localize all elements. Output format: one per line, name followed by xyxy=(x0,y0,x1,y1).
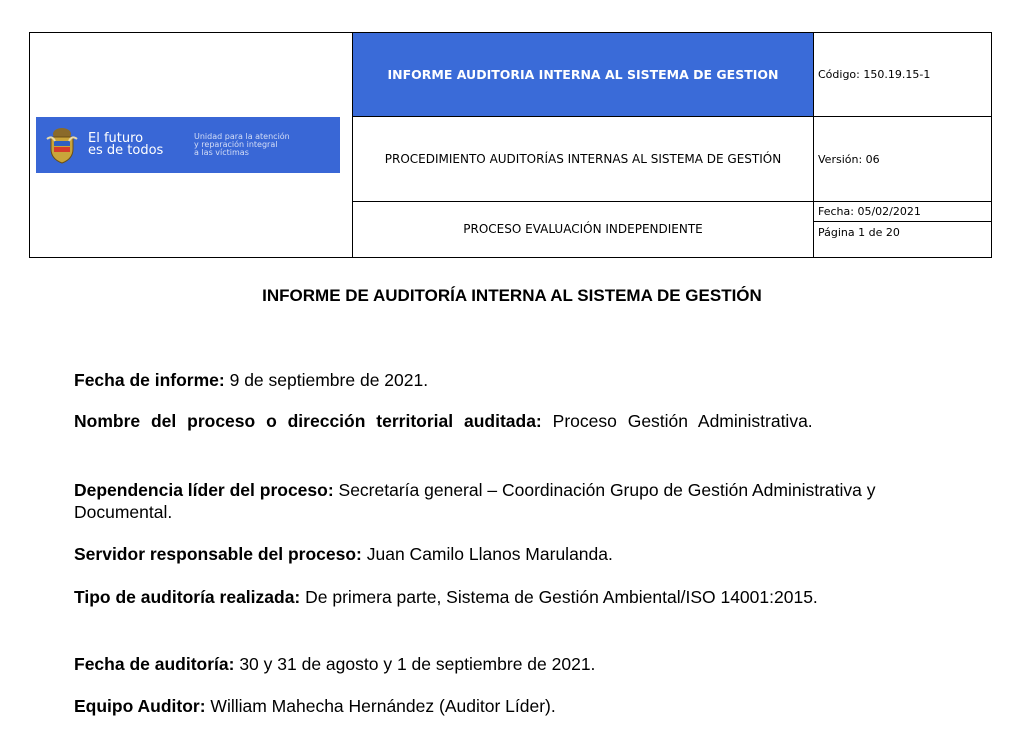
field-label: Fecha de auditoría: xyxy=(74,654,235,674)
document-title: INFORME DE AUDITORÍA INTERNA AL SISTEMA DE GESTIÓN xyxy=(262,286,762,305)
field-value: William Mahecha Hernández (Auditor Líder). xyxy=(210,696,556,716)
field-label: Servidor responsable del proceso: xyxy=(74,544,362,564)
document-header-table xyxy=(29,32,992,258)
report-title-cell: INFORME AUDITORIA INTERNA AL SISTEMA DE GESTION xyxy=(353,33,814,117)
field-report-date xyxy=(74,369,908,391)
logo-sub-line: Unidad para la atención xyxy=(194,132,290,141)
field-label: Fecha de informe: xyxy=(74,370,225,390)
field-value: Proceso Gestión Administrativa. xyxy=(552,411,813,431)
process-cell: PROCESO EVALUACIÓN INDEPENDIENTE xyxy=(353,201,814,257)
code-cell: Código: 150.19.15-1 xyxy=(814,33,992,117)
procedure-cell: PROCEDIMIENTO AUDITORÍAS INTERNAS AL SISTEMA DE GESTIÓN xyxy=(353,117,814,201)
field-label: Nombre del proceso o dirección territorial auditada: xyxy=(74,411,542,431)
logo-main-text xyxy=(88,133,188,157)
logo-sub-text xyxy=(194,133,290,157)
version-cell: Versión: 06 xyxy=(814,117,992,201)
field-label: Dependencia líder del proceso: xyxy=(74,480,334,500)
date-cell: Fecha: 05/02/2021 xyxy=(814,201,992,221)
field-responsible-servant xyxy=(74,543,908,565)
field-audit-date xyxy=(74,653,908,675)
page-cell: Página 1 de 20 xyxy=(814,221,992,257)
field-value: De primera parte, Sistema de Gestión Ambiental/ISO 14001:2015. xyxy=(305,587,818,607)
field-process-name xyxy=(74,410,908,432)
field-value: 30 y 31 de agosto y 1 de septiembre de 2021. xyxy=(239,654,596,674)
logo-main-line: El futuro xyxy=(88,131,144,146)
entity-logo xyxy=(36,117,340,173)
field-label: Equipo Auditor: xyxy=(74,696,206,716)
field-label: Tipo de auditoría realizada: xyxy=(74,587,301,607)
logo-sub-line: a las víctimas xyxy=(194,148,249,157)
logo-sub-line: y reparación integral xyxy=(194,140,278,149)
field-value: 9 de septiembre de 2021. xyxy=(229,370,429,390)
coat-of-arms-icon xyxy=(42,123,82,167)
field-audit-type xyxy=(74,586,908,608)
field-value: Juan Camilo Llanos Marulanda. xyxy=(366,544,613,564)
field-lead-dependency xyxy=(74,479,908,523)
logo-cell xyxy=(30,33,353,258)
field-value: Secretaría general – Coordinación Grupo de Gestión Administrativa y Documental. xyxy=(74,480,876,522)
field-audit-team xyxy=(74,695,908,717)
logo-main-line: es de todos xyxy=(88,143,164,158)
